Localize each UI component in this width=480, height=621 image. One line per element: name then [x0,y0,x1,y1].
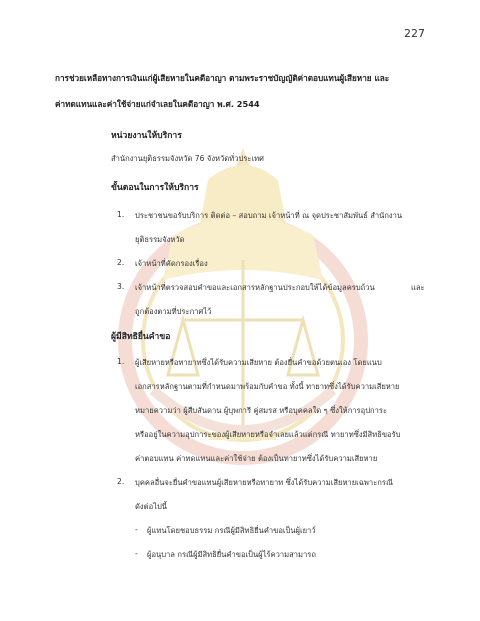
step-1-line-1: ประชาชนขอรับบริการ ติดต่อ – สอบถาม เจ้าหน้าที่ ณ จุดประชาสัมพันธ์ สำนักงาน [135,211,403,220]
step-2-number: 2. [117,258,125,267]
step-3-trailing-word: และ [411,283,425,292]
eligible-1-line-5: ค่าตอบแทน ค่าทดแทนและค่าใช้จ่าย ต้องเป็นทายาทซึ่งได้รับความเสียหาย [135,454,378,463]
eligible-1-line-1: ผู้เสียหายหรือทายาทซึ่งได้รับความเสียหาย ต้องยื่นคำขอด้วยตนเอง โดยแนบ [135,358,382,367]
heading-service-agency: หน่วยงานให้บริการ [111,131,182,141]
step-3-line-1: เจ้าหน้าที่ตรวจสอบคำขอและเอกสารหลักฐานประกอบให้ได้ข้อมูลครบถ้วน [135,283,375,292]
eligible-2-line-2: ดังต่อไปนี้ [135,502,167,511]
eligible-2-line-1: บุคคลอื่นจะยื่นคำขอแทนผู้เสียหายหรือทายาท ซึ่งได้รับความเสียหายเฉพาะกรณี [135,478,393,487]
document-title-line-2: ค่าทดแทนและค่าใช้จ่ายแก่จำเลยในคดีอาญา พ.ศ. 2544 [55,99,260,109]
document-title-line-1: การช่วยเหลือทางการเงินแก่ผู้เสียหายในคดีอาญา ตามพระราชบัญญัติค่าตอบแทนผู้เสียหาย และ [55,73,390,83]
heading-service-steps: ขั้นตอนในการให้บริการ [111,183,199,193]
eligible-1-line-2: เอกสารหลักฐานตามที่กำหนดมาพร้อมกับคำขอ ทั้งนี้ ทายาทซึ่งได้รับความเสียหาย [135,382,400,391]
step-3-line-2: ถูกต้องตามที่ประกาศไว้ [135,307,212,316]
page-number: 227 [404,27,425,40]
step-1-line-2: ยุติธรรมจังหวัด [135,235,185,244]
service-agency-text: สำนักงานยุติธรรมจังหวัด 76 จังหวัดทั่วประเทศ [111,154,264,163]
sub-item-1-dash: - [135,525,138,534]
sub-item-1-text: ผู้แทนโดยชอบธรรม กรณีผู้มีสิทธิยื่นคำขอเป็นผู้เยาว์ [147,526,316,535]
sub-item-2-text: ผู้อนุบาล กรณีผู้มีสิทธิยื่นคำขอเป็นผู้ไร้ความสามารถ [147,550,316,559]
step-1-number: 1. [117,210,125,219]
eligible-1-line-3: หมายความว่า ผู้สืบสันดาน ผู้บุพการี คู่สมรส หรือบุคคลใด ๆ ซึ่งให้การอุปการะ [135,406,388,415]
heading-eligible-applicants: ผู้มีสิทธิยื่นคำขอ [111,332,171,342]
step-2-line-1: เจ้าหน้าที่คัดกรองเรื่อง [135,259,208,268]
eligible-2-number: 2. [117,477,125,486]
eligible-1-number: 1. [117,357,125,366]
sub-item-2-dash: - [135,549,138,558]
eligible-1-line-4: หรืออยู่ในความอุปการะของผู้เสียหายหรือจำเลยแล้วแต่กรณี ทายาทซึ่งมีสิทธิขอรับ [135,430,401,439]
step-3-number: 3. [117,282,125,291]
